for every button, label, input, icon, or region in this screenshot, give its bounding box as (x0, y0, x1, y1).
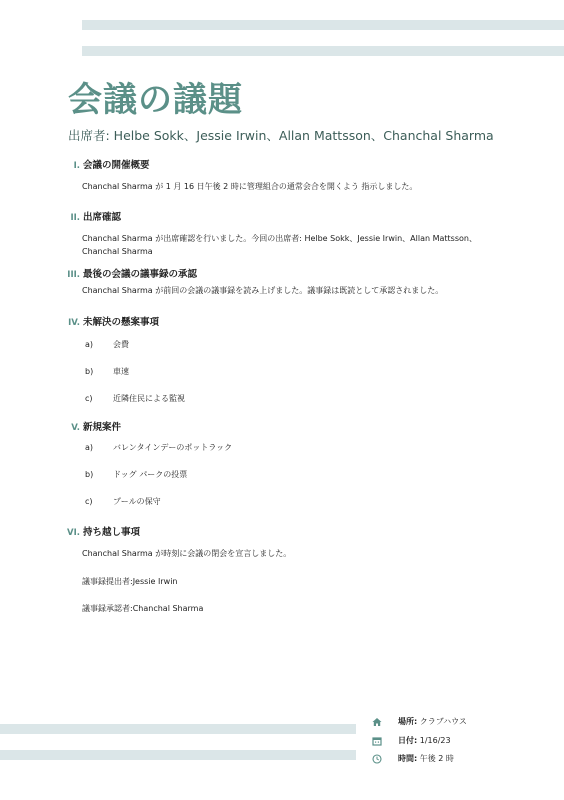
section-2-text: Chanchal Sharma が出席確認を行いました。今回の出席者: Helbe Sokk、Jessie Irwin、Allan Mattsson、Chanchal Sharma (82, 234, 477, 256)
section-number: III. (67, 270, 80, 280)
section-6-text: Chanchal Sharma が時刻に会議の閉会を宣言しました。 (82, 549, 292, 558)
section-number: V. (71, 423, 80, 433)
section-number: IV. (68, 318, 80, 328)
section-title: 会議の開催概要 (83, 160, 150, 171)
item-letter: b) (85, 470, 94, 479)
section-3-heading (58, 266, 478, 280)
item-letter: a) (85, 443, 94, 452)
minutes-submitted-by: 議事録提出者:Jessie Irwin (82, 577, 178, 586)
section-1-text: Chanchal Sharma が 1 月 16 日午後 2 時に管理組合の通常会合を開くよう 指示しました。 (82, 182, 418, 191)
section-3-text: Chanchal Sharma が前回の会議の議事録を読み上げました。議事録は既読として承認されました。 (82, 286, 444, 295)
list-item (85, 393, 185, 404)
list-item (85, 366, 129, 377)
footer-bar-top (0, 724, 356, 734)
section-4-heading (58, 314, 478, 328)
location-label: 場所: (398, 717, 418, 726)
item-text: 近隣住民による監視 (113, 394, 185, 403)
item-letter: c) (85, 497, 93, 506)
minutes-approved-by: 議事録承認者:Chanchal Sharma (82, 604, 204, 613)
location-value: クラブハウス (419, 717, 467, 726)
list-item (85, 496, 161, 507)
home-icon (372, 717, 382, 727)
section-title: 最後の会議の議事録の承認 (83, 269, 198, 280)
item-text: プールの保守 (113, 497, 161, 506)
date-label: 日付: (398, 736, 418, 745)
section-title: 持ち越し事項 (83, 527, 141, 538)
header-bar-top (82, 20, 564, 30)
list-item (85, 469, 187, 480)
item-text: バレンタインデーのポットラック (113, 443, 233, 452)
page-title: 会議の議題 (68, 80, 243, 120)
list-item (85, 339, 129, 350)
list-item (85, 442, 232, 453)
clock-icon (372, 754, 382, 764)
footer-time (372, 753, 454, 764)
item-letter: a) (85, 340, 94, 349)
date-value: 1/16/23 (419, 736, 451, 745)
section-title: 新規案件 (83, 422, 122, 433)
time-label: 時間: (398, 754, 418, 763)
section-number: VI. (67, 528, 80, 538)
section-5-heading (58, 419, 478, 433)
item-text: 車速 (113, 367, 129, 376)
footer-bar-bottom (0, 750, 356, 760)
section-6-heading (58, 524, 478, 538)
item-text: 会費 (113, 340, 129, 349)
calendar-icon (372, 736, 382, 746)
attendees-line: 出席者: Helbe Sokk、Jessie Irwin、Allan Mattsson、Chanchal Sharma (68, 128, 494, 143)
footer-location (372, 716, 467, 727)
section-2-heading (58, 209, 478, 223)
time-value: 午後 2 時 (419, 754, 454, 763)
section-number: I. (73, 161, 80, 171)
footer-date (372, 735, 451, 746)
section-title: 出席確認 (83, 212, 122, 223)
item-text: ドッグ パークの投票 (113, 470, 188, 479)
section-title: 未解決の懸案事項 (83, 317, 160, 328)
item-letter: b) (85, 367, 94, 376)
section-number: II. (70, 213, 80, 223)
item-letter: c) (85, 394, 93, 403)
section-1-heading (58, 157, 478, 171)
header-bar-bottom (82, 46, 564, 56)
